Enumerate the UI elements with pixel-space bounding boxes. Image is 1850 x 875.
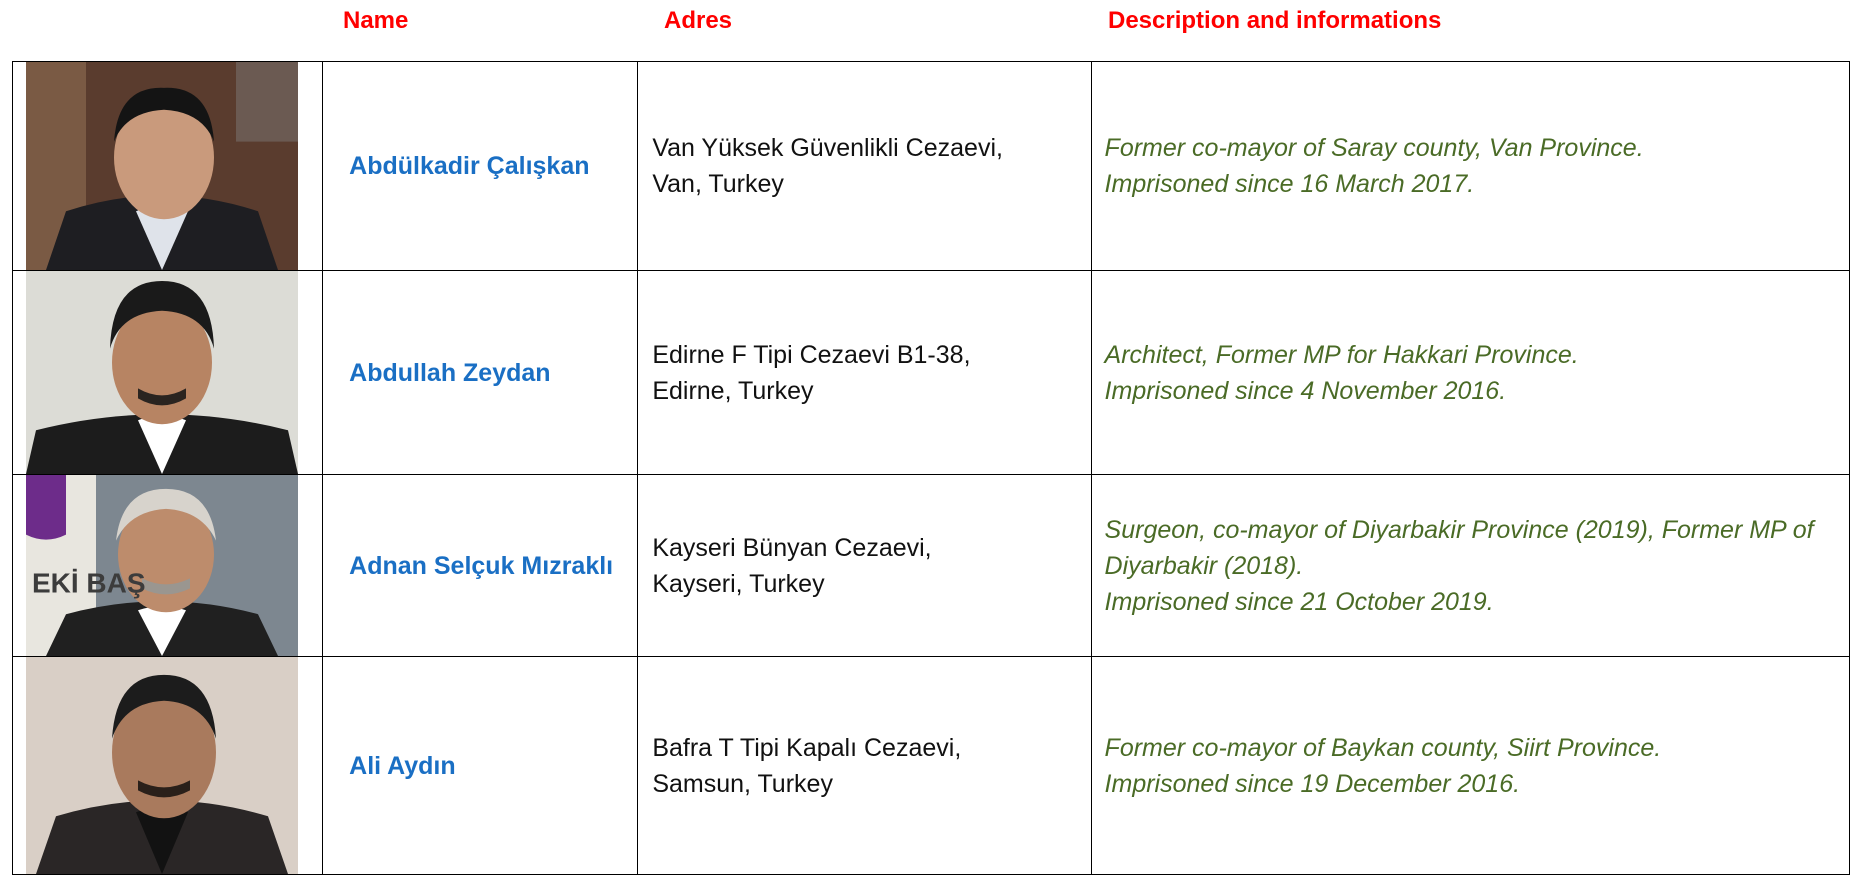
- prisoner-address: [638, 337, 1090, 409]
- portrait-photo-3: [26, 475, 298, 656]
- portrait-4-svg: [26, 657, 298, 874]
- header-name: Name: [343, 7, 409, 34]
- adres-cell: [638, 657, 1091, 875]
- table-row: [13, 475, 1850, 657]
- photo-bg-right: [236, 62, 298, 142]
- prisoner-description: [1092, 337, 1849, 409]
- adres-cell: [638, 62, 1091, 271]
- name-cell: [323, 657, 638, 875]
- description-cell: [1091, 271, 1849, 475]
- prisoner-address: [638, 530, 1090, 602]
- description-cell: [1091, 62, 1849, 271]
- address-line: Edirne, Turkey: [652, 376, 814, 405]
- portrait-3-svg: [26, 475, 298, 656]
- photo-cell: [13, 475, 323, 657]
- description-line: Surgeon, co-mayor of Diyarbakir Province (2019), Former MP of Diyarbakir (2018).: [1104, 515, 1814, 580]
- adres-cell: [638, 475, 1091, 657]
- prisoner-address: [638, 130, 1090, 202]
- prisoner-description: [1092, 130, 1849, 202]
- table-row: [13, 271, 1850, 475]
- prisoner-description: [1092, 730, 1849, 802]
- description-line: Former co-mayor of Saray county, Van Province.: [1104, 134, 1644, 162]
- photo-banner-text: EKİ BAŞ: [32, 567, 146, 599]
- photo-cell: [13, 271, 323, 475]
- table-row: [13, 62, 1850, 271]
- name-cell: [323, 62, 638, 271]
- address-line: Samsun, Turkey: [652, 769, 833, 798]
- header-adres: Adres: [664, 7, 733, 34]
- prisoner-name: Abdülkadir Çalışkan: [349, 152, 590, 180]
- prisoners-table: [12, 61, 1850, 875]
- address-line: Van, Turkey: [652, 170, 784, 198]
- address-line: Bafra T Tipi Kapalı Cezaevi,: [652, 733, 962, 762]
- description-line: Former co-mayor of Baykan county, Siirt Province.: [1104, 733, 1662, 762]
- address-line: Van Yüksek Güvenlikli Cezaevi,: [652, 134, 1003, 162]
- prisoner-name: Ali Aydın: [349, 751, 456, 780]
- description-line: Imprisoned since 4 November 2016.: [1104, 376, 1507, 405]
- description-line: Imprisoned since 16 March 2017.: [1104, 170, 1475, 198]
- header-description: Description and informations: [1108, 7, 1442, 34]
- prisoner-name: Abdullah Zeydan: [349, 358, 551, 387]
- portrait-1-svg: [26, 62, 298, 270]
- prisoner-address: [638, 730, 1090, 802]
- description-cell: [1091, 657, 1849, 875]
- portrait-photo-4: [26, 657, 298, 874]
- prisoner-description: [1092, 512, 1849, 620]
- name-cell: [323, 271, 638, 475]
- address-line: Kayseri Bünyan Cezaevi,: [652, 533, 932, 562]
- description-cell: [1091, 475, 1849, 657]
- table-row: [13, 657, 1850, 875]
- address-line: Edirne F Tipi Cezaevi B1-38,: [652, 340, 971, 369]
- photo-banner-mark: [26, 475, 66, 540]
- photo-cell: [13, 62, 323, 271]
- portrait-photo-1: [26, 62, 298, 270]
- description-line: Imprisoned since 19 December 2016.: [1104, 769, 1521, 798]
- photo-cell: [13, 657, 323, 875]
- adres-cell: [638, 271, 1091, 475]
- portrait-2-svg: [26, 271, 298, 474]
- name-cell: [323, 475, 638, 657]
- column-headers: [0, 0, 1850, 60]
- description-line: Imprisoned since 21 October 2019.: [1104, 587, 1494, 616]
- description-line: Architect, Former MP for Hakkari Province.: [1104, 340, 1579, 369]
- prisoner-name: Adnan Selçuk Mızraklı: [349, 551, 614, 580]
- address-line: Kayseri, Turkey: [652, 569, 825, 598]
- portrait-photo-2: [26, 271, 298, 474]
